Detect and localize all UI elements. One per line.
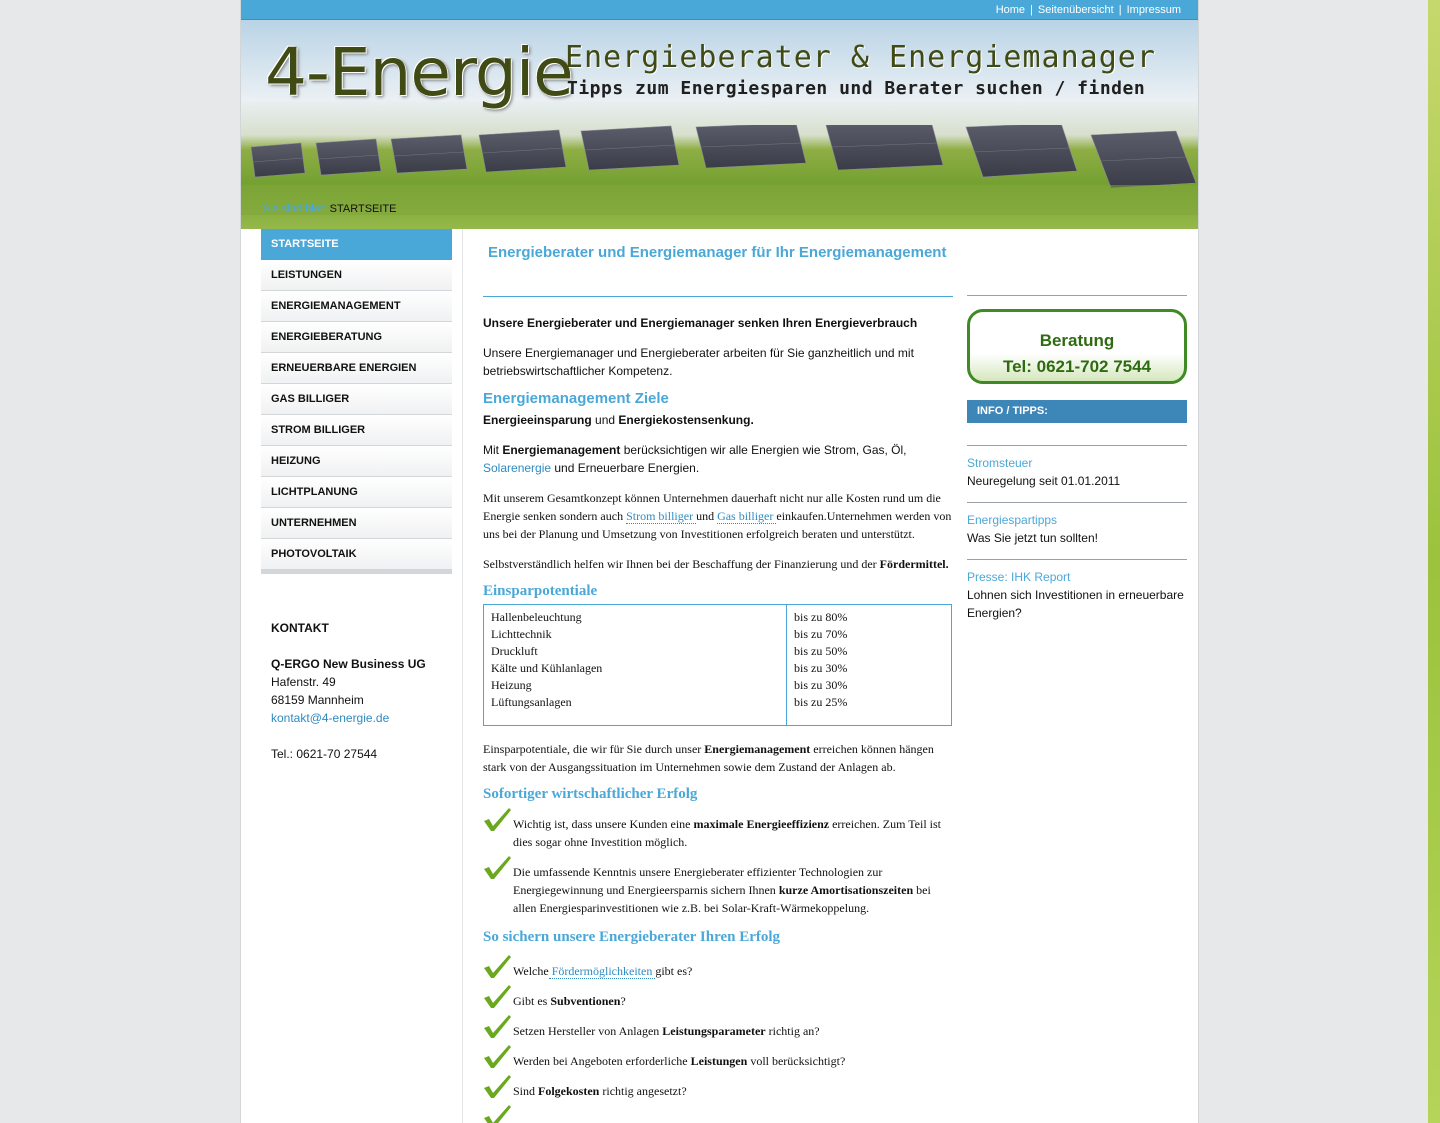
intro-text: Unsere Energiemanager und Energieberater arbeiten für Sie ganzheitlich und mit betriebswirtschaftlicher Kompetenz. — [483, 346, 914, 378]
s2-part-b: bei allen Energiesparinvestitionen wie z.B. bei Solar-Kraft-Wärmekoppelung. — [513, 883, 931, 915]
topnav-separator: | — [1118, 3, 1122, 16]
q2-part-a: Gibt es — [513, 994, 551, 1008]
s1-part-a: Wichtig ist, dass unsere Kunden eine — [513, 817, 694, 831]
nav-item-startseite[interactable]: STARTSEITE — [261, 229, 452, 260]
goals-und: und — [591, 413, 619, 427]
call-phone: Tel: 0621-702 7544 — [1002, 357, 1152, 376]
q2-bold: Subventionen — [550, 994, 621, 1008]
table-row — [484, 605, 952, 726]
solar-panels-image — [241, 125, 1198, 215]
call-label: Beratung — [1039, 331, 1115, 350]
savings-area: Druckluft — [491, 644, 538, 658]
nav-item-unternehmen[interactable]: UNTERNEHMEN — [261, 508, 452, 539]
page-title: Energieberater und Energiemanager für Ihr Energiemanagement — [488, 244, 947, 261]
checkmark-icon — [483, 1074, 513, 1100]
funding-part-a: Selbstverständlich helfen wir Ihnen bei der Beschaffung der Finanzierung und der — [483, 557, 880, 571]
q4-part-b: voll berücksichtigt? — [747, 1054, 846, 1068]
savings-area: Lüftungsanlagen — [491, 695, 572, 709]
q1-part-b: gibt es? — [655, 964, 693, 978]
checkmark-icon — [483, 1104, 513, 1123]
nav-item-erneuerbare-energien[interactable]: ERNEUERBARE ENERGIEN — [261, 353, 452, 384]
list-item — [483, 1022, 953, 1040]
topnav-sitemap-link[interactable]: Seitenübersicht — [1037, 3, 1114, 16]
breadcrumb-label: Sie sind hier: — [263, 203, 327, 215]
tip-link-energiespartipps[interactable]: Energiespartipps — [967, 513, 1058, 527]
s1-part-b: erreichen. Zum Teil ist dies sogar ohne Investition möglich. — [513, 817, 942, 849]
list-item — [483, 1082, 953, 1100]
q5-part-a: Sind — [513, 1084, 539, 1098]
call-box[interactable] — [967, 309, 1187, 384]
concept-part-b: einkaufen.Unternehmen werden von uns bei der Planung und Umsetzung von Investitionen erfolgreich beraten und unterstützt. — [483, 509, 952, 541]
topnav-home-link[interactable]: Home — [995, 3, 1026, 16]
right-divider — [967, 295, 1187, 296]
contact-city: 68159 Mannheim — [271, 693, 364, 707]
s2-bold: kurze Amortisationszeiten — [778, 883, 914, 897]
question-item-5 — [513, 1082, 687, 1100]
savings-area: Heizung — [491, 678, 532, 692]
gas-billiger-link[interactable]: Gas billiger — [717, 509, 777, 523]
potential-bold: Energiemanagement — [704, 742, 811, 756]
question-item-1 — [513, 962, 692, 980]
savings-value: bis zu 25% — [794, 695, 848, 709]
savings-value: bis zu 80% — [794, 610, 848, 624]
tip-item — [967, 559, 1187, 634]
savings-area: Lichttechnik — [491, 627, 552, 641]
tip-text: Lohnen sich Investitionen in erneuerbare Energien? — [967, 588, 1184, 620]
checkmark-icon — [483, 954, 513, 980]
contact-street: Hafenstr. 49 — [271, 675, 336, 689]
success-item-2 — [513, 863, 953, 917]
goals-bold-2: Energiekostensenkung. — [618, 413, 754, 427]
q4-bold: Leistungen — [690, 1054, 748, 1068]
nav-item-lichtplanung[interactable]: LICHTPLANUNG — [261, 477, 452, 508]
contact-email-link[interactable]: kontakt@4-energie.de — [271, 711, 390, 725]
solar-link[interactable]: Solarenergie — [483, 461, 552, 475]
nav-item-leistungen[interactable]: LEISTUNGEN — [261, 260, 452, 291]
savings-value: bis zu 30% — [794, 661, 848, 675]
mit-bold: Energiemanagement — [502, 443, 621, 457]
checkmark-icon — [483, 1014, 513, 1040]
tip-link-ihk-report[interactable]: Presse: IHK Report — [967, 570, 1071, 584]
foerdermoeglichkeiten-link[interactable]: Fördermöglichkeiten — [548, 964, 656, 978]
contact-block — [271, 619, 426, 763]
question-item-3 — [513, 1022, 820, 1040]
strom-billiger-link[interactable]: Strom billiger — [626, 509, 697, 523]
info-tips-heading: INFO / TIPPS: — [967, 400, 1187, 423]
mit-prefix: Mit — [483, 443, 503, 457]
topnav-separator: | — [1030, 3, 1033, 16]
site-subtagline: Tipps zum Energiesparen und Berater suchen / finden — [567, 78, 1146, 99]
list-item — [483, 1052, 953, 1070]
success-heading: Sofortiger wirtschaftlicher Erfolg — [483, 786, 698, 802]
savings-area: Hallenbeleuchtung — [491, 610, 582, 624]
secure-heading: So sichern unsere Energieberater Ihren Erfolg — [483, 929, 781, 945]
sidebar-navigation — [261, 229, 452, 574]
title-divider — [483, 296, 953, 297]
s1-bold: maximale Energieeffizienz — [693, 817, 830, 831]
q5-part-b: richtig angesetzt? — [599, 1084, 687, 1098]
header-banner — [241, 20, 1198, 229]
savings-value: bis zu 30% — [794, 678, 848, 692]
nav-item-gas-billiger[interactable]: GAS BILLIGER — [261, 384, 452, 415]
savings-table — [483, 604, 952, 726]
q2-part-b: ? — [620, 994, 626, 1008]
savings-value: bis zu 50% — [794, 644, 848, 658]
topnav-imprint-link[interactable]: Impressum — [1126, 3, 1181, 16]
list-item — [483, 863, 953, 917]
concept-part-a: Mit unserem Gesamtkonzept können Unternehmen dauerhaft nicht nur alle Kosten rund um die Energie senken sondern auch — [483, 491, 941, 523]
mit-end: und Erneuerbare Energien. — [551, 461, 700, 475]
savings-values-cell — [787, 605, 952, 726]
nav-item-photovoltaik[interactable]: PHOTOVOLTAIK — [261, 539, 452, 570]
concept-text — [483, 489, 953, 543]
contact-phone: Tel.: 0621-70 27544 — [271, 747, 378, 761]
list-item — [483, 962, 953, 980]
checkmark-icon — [483, 855, 513, 881]
question-item-2 — [513, 992, 626, 1010]
question-item-4 — [513, 1052, 845, 1070]
mit-text: berücksichtigen wir alle Energien wie Strom, Gas, Öl, — [620, 443, 907, 457]
top-navigation — [241, 0, 1198, 20]
tip-item — [967, 445, 1187, 502]
nav-bottom-border — [261, 570, 452, 574]
goals-heading: Energiemanagement Ziele — [483, 390, 669, 407]
s2-part-a: Die umfassende Kenntnis unsere Energieberater effizienter Technologien zur Energiegewinnung und Energieersparnis sichern Ihnen — [513, 865, 883, 897]
nav-item-strom-billiger[interactable]: STROM BILLIGER — [261, 415, 452, 446]
q3-part-b: richtig an? — [765, 1024, 820, 1038]
tip-link-stromsteuer[interactable]: Stromsteuer — [967, 456, 1033, 470]
tip-item — [967, 502, 1187, 559]
contact-heading: KONTAKT — [271, 621, 329, 635]
savings-heading: Einsparpotentiale — [483, 583, 598, 599]
spacer — [967, 423, 1187, 445]
site-logo[interactable]: 4-Energie — [265, 34, 573, 111]
right-sidebar — [967, 229, 1187, 634]
savings-value: bis zu 70% — [794, 627, 848, 641]
savings-area: Kälte und Kühlanlagen — [491, 661, 603, 675]
content-divider — [462, 229, 463, 1123]
potential-part-a: Einsparpotentiale, die wir für Sie durch unser — [483, 742, 705, 756]
concept-und: und — [696, 509, 718, 523]
checkmark-icon — [483, 984, 513, 1010]
funding-text — [483, 555, 953, 573]
goals-bold-1: Energieeinsparung — [483, 413, 592, 427]
q3-part-a: Setzen Hersteller von Anlagen — [513, 1024, 663, 1038]
q5-bold: Folgekosten — [538, 1084, 600, 1098]
funding-bold: Fördermittel. — [879, 557, 949, 571]
list-item — [483, 1112, 953, 1123]
breadcrumb — [263, 203, 396, 215]
potential-part-b: erreichen können hängen stark von der Ausgangssituation im Unternehmen sowie dem Zustand der Anlagen ab. — [483, 742, 934, 774]
nav-item-energiemanagement[interactable]: ENERGIEMANAGEMENT — [261, 291, 452, 322]
energy-scope-text — [483, 441, 953, 477]
tip-text: Was Sie jetzt tun sollten! — [967, 531, 1098, 545]
page-container — [240, 0, 1199, 1123]
potential-text — [483, 740, 953, 776]
list-item — [483, 992, 953, 1010]
main-content — [483, 229, 953, 1123]
nav-item-heizung[interactable]: HEIZUNG — [261, 446, 452, 477]
q1-part-a: Welche — [513, 964, 549, 978]
q3-bold: Leistungsparameter — [662, 1024, 766, 1038]
checkmark-icon — [483, 807, 513, 833]
success-item-1 — [513, 815, 953, 851]
breadcrumb-current[interactable]: STARTSEITE — [329, 203, 397, 215]
savings-areas-cell — [484, 605, 787, 726]
site-tagline: Energieberater & Energiemanager — [565, 40, 1156, 75]
goals-text — [483, 411, 953, 429]
nav-item-energieberatung[interactable]: ENERGIEBERATUNG — [261, 322, 452, 353]
contact-company: Q-ERGO New Business UG — [271, 657, 426, 671]
q4-part-a: Werden bei Angeboten erforderliche — [513, 1054, 691, 1068]
checkmark-icon — [483, 1044, 513, 1070]
tip-text: Neuregelung seit 01.01.2011 — [967, 474, 1121, 488]
intro-heading: Unsere Energieberater und Energiemanager senken Ihren Energieverbrauch — [483, 316, 918, 330]
list-item — [483, 815, 953, 851]
background-stripe — [1428, 0, 1440, 1123]
